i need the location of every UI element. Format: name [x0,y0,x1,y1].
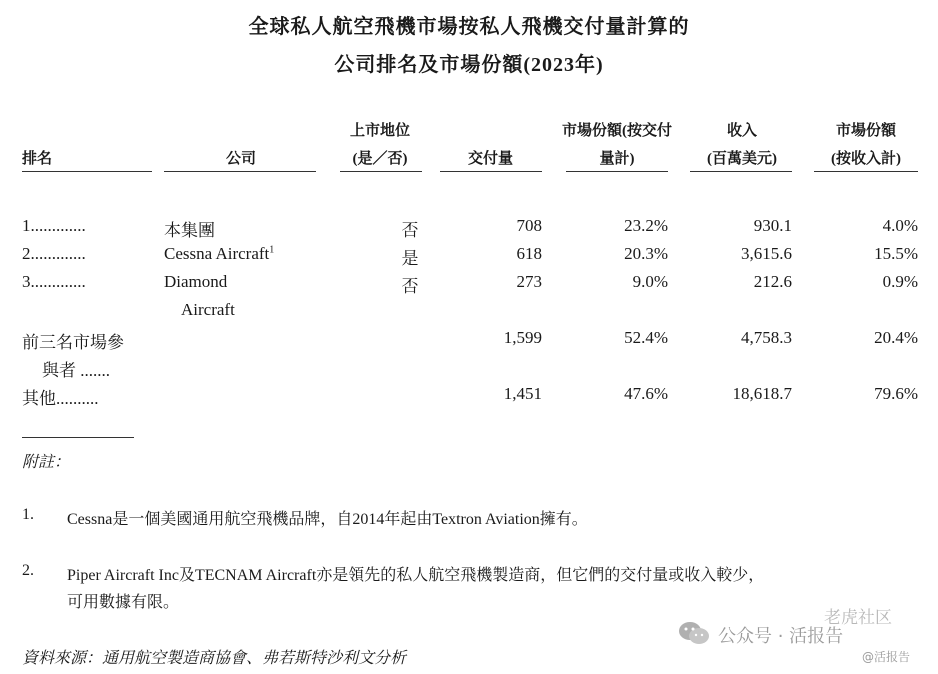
row3-listed: 否 [401,277,419,296]
row1-share-rev: 4.0% [882,216,918,235]
row2-listed: 是 [401,249,419,268]
header-company: 公司 [226,151,257,167]
others-label: 其他.......... [22,389,99,408]
row3-rank: 3............. [22,272,86,291]
header-rule-revenue [690,171,792,172]
notes-rule [22,437,134,438]
row2-share-del: 20.3% [624,244,668,263]
note1-text: Cessna是一個美國通用航空飛機品牌，自2014年起由Textron Aviation擁有。 [67,511,588,528]
header-rule-company [164,171,316,172]
top3-share-rev: 20.4% [874,328,918,347]
header-rule-rank [22,171,152,172]
top3-label-line2: 與者 ....... [42,361,110,380]
others-deliveries: 1,451 [503,384,542,403]
top3-deliveries: 1,599 [503,328,542,347]
title-line-1: 全球私人航空飛機市場按私人飛機交付量計算的 [248,16,690,38]
header-listed-line1: 上市地位 [349,123,410,139]
note2-number: 2. [22,562,34,579]
header-deliveries: 交付量 [468,151,514,167]
header-share-del-line1: 市場份額(按交付 [562,123,672,139]
watermark-wechat: 公众号 · 活报告 [718,626,844,647]
header-revenue-line2: (百萬美元) [707,151,777,167]
others-revenue: 18,618.7 [732,384,792,403]
header-revenue-line1: 收入 [726,123,757,139]
source-note: 資料來源：通用航空製造商協會、弗若斯特沙利文分析 [22,650,407,667]
others-share-del: 47.6% [624,384,668,403]
row1-listed: 否 [401,221,419,240]
header-listed-line2: (是／否) [352,151,408,167]
row3-deliveries: 273 [516,272,542,291]
row2-rank: 2............. [22,244,86,263]
top3-share-del: 52.4% [624,328,668,347]
header-rank: 排名 [22,151,53,167]
row3-share-rev: 0.9% [882,272,918,291]
note2-text-line2: 可用數據有限。 [67,594,180,611]
title-line-2: 公司排名及市場份額(2023年) [334,54,604,76]
others-share-rev: 79.6% [874,384,918,403]
row3-share-del: 9.0% [632,272,668,291]
row1-company: 本集團 [164,221,215,240]
watermark-site: 老虎社区 [824,608,892,628]
header-share-del-line2: 量計) [599,151,635,167]
row2-share-rev: 15.5% [874,244,918,263]
top3-label-line1: 前三名市場參 [22,333,124,352]
row1-revenue: 930.1 [753,216,792,235]
header-rule-share-del [566,171,668,172]
header-share-rev-line2: (按收入計) [831,151,901,167]
notes-heading: 附註： [22,454,71,471]
row1-rank: 1............. [22,216,86,235]
row2-footnote-ref: 1 [269,244,275,256]
header-rule-listed [340,171,422,172]
note2-text-line1: Piper Aircraft Inc及TECNAM Aircraft亦是領先的私人航空飛機製造商，但它們的交付量或收入較少， [67,567,765,584]
note1-number: 1. [22,506,34,523]
row3-revenue: 212.6 [753,272,792,291]
wechat-icon [677,620,711,646]
top3-revenue: 4,758.3 [741,328,792,347]
header-rule-share-rev [814,171,918,172]
header-rule-deliveries [440,171,542,172]
row2-company [164,244,274,264]
row3-company-line1: Diamond [164,272,228,291]
row2-revenue: 3,615.6 [741,244,792,263]
row3-company-line2: Aircraft [181,300,235,319]
row1-deliveries: 708 [516,216,542,235]
row2-deliveries: 618 [516,244,542,263]
watermark-handle: @活报告 [862,650,911,664]
header-share-rev-line1: 市場份額 [835,123,896,139]
row2-company-name: Cessna Aircraft [164,244,270,263]
row1-share-del: 23.2% [624,216,668,235]
